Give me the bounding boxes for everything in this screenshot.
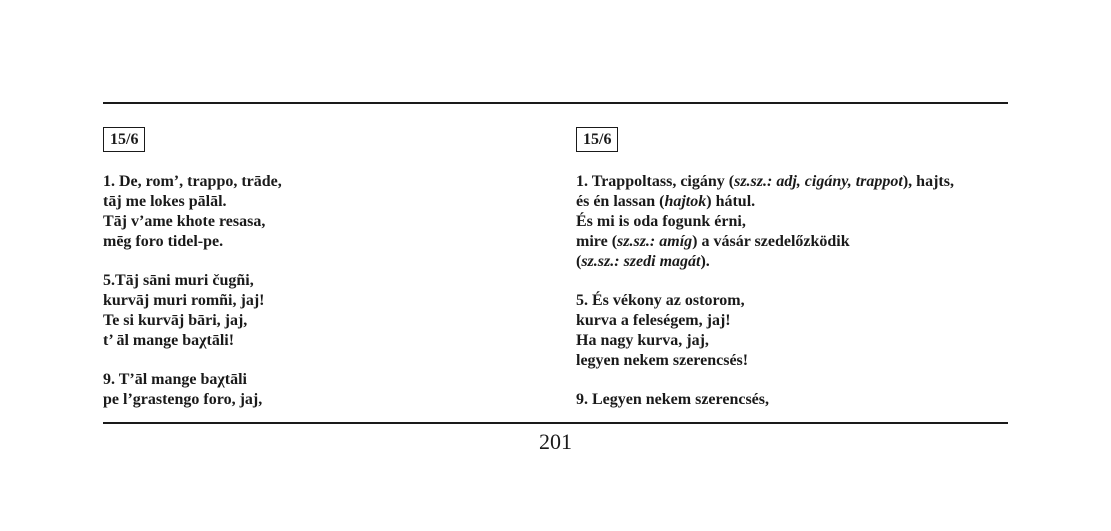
- translation-line: [576, 390, 1016, 410]
- translation-line: [576, 252, 1016, 272]
- note-italic: sz.sz.: szedi magát: [581, 253, 701, 270]
- line-text: kurva a feleségem, jaj!: [576, 312, 731, 329]
- line-text: 5. És vékony az ostorom,: [576, 292, 745, 309]
- line-text: legyen nekem szerencsés!: [576, 352, 749, 369]
- left-stanzas: [103, 172, 533, 410]
- line-text: És mi is oda fogunk érni,: [576, 213, 746, 230]
- translation-line: [576, 192, 1016, 212]
- translation-line: [576, 212, 1016, 232]
- translation-line: [576, 331, 1016, 351]
- line-text: 1. Trappoltass, cigány (: [576, 173, 735, 190]
- note-italic: sz.sz.: adj, cigány, trappot: [734, 173, 903, 190]
- song-number-box-right: 15/6: [576, 127, 618, 152]
- note-italic: sz.sz.: amíg: [617, 233, 693, 250]
- verse-line: Te si kurvāj bāri, jaj,: [103, 312, 248, 329]
- verse-line: 1. De, rom’, trappo, trāde,: [103, 173, 282, 190]
- translation-line: [576, 172, 1016, 192]
- left-column-romani-text: [103, 127, 533, 429]
- top-rule: [103, 102, 1008, 104]
- stanza-left: [103, 271, 533, 351]
- verse-line: 9. T’āl mange baχtāli: [103, 371, 247, 388]
- verse-line: 5.Tāj sāni muri čugñi,: [103, 272, 254, 289]
- translation-line: [576, 291, 1016, 311]
- right-stanzas: [576, 172, 1016, 410]
- translation-line: [576, 351, 1016, 371]
- stanza-right: [576, 390, 1016, 410]
- verse-line: Tāj v’ame khote resasa,: [103, 213, 266, 230]
- line-text: (: [576, 253, 582, 270]
- line-text: ) hátul.: [706, 193, 756, 210]
- stanza-left: [103, 172, 533, 252]
- bottom-rule: [103, 422, 1008, 424]
- stanza-left: [103, 370, 533, 410]
- stanza-right: [576, 172, 1016, 272]
- line-text: ), hajts,: [902, 173, 954, 190]
- line-text: és én lassan (: [576, 193, 665, 210]
- line-text: mire (: [576, 233, 618, 250]
- song-number-box-left: 15/6: [103, 127, 145, 152]
- line-text: 9. Legyen nekem szerencsés,: [576, 391, 769, 408]
- translation-line: [576, 232, 1016, 252]
- verse-line: tāj me lokes pālāl.: [103, 193, 227, 210]
- line-text: ) a vásár szedelőzködik: [692, 233, 850, 250]
- right-column-hungarian-translation: [576, 127, 1016, 429]
- stanza-right: [576, 291, 1016, 371]
- line-text: Ha nagy kurva, jaj,: [576, 332, 709, 349]
- translation-line: [576, 311, 1016, 331]
- verse-line: kurvāj muri romñi, jaj!: [103, 292, 265, 309]
- line-text: ).: [700, 253, 710, 270]
- note-italic: hajtok: [664, 193, 707, 210]
- verse-line: mēg foro tidel-pe.: [103, 233, 224, 250]
- verse-line: pe l’grastengo foro, jaj,: [103, 391, 263, 408]
- verse-line: t’ āl mange baχtāli!: [103, 332, 235, 349]
- page-number: 201: [539, 429, 572, 454]
